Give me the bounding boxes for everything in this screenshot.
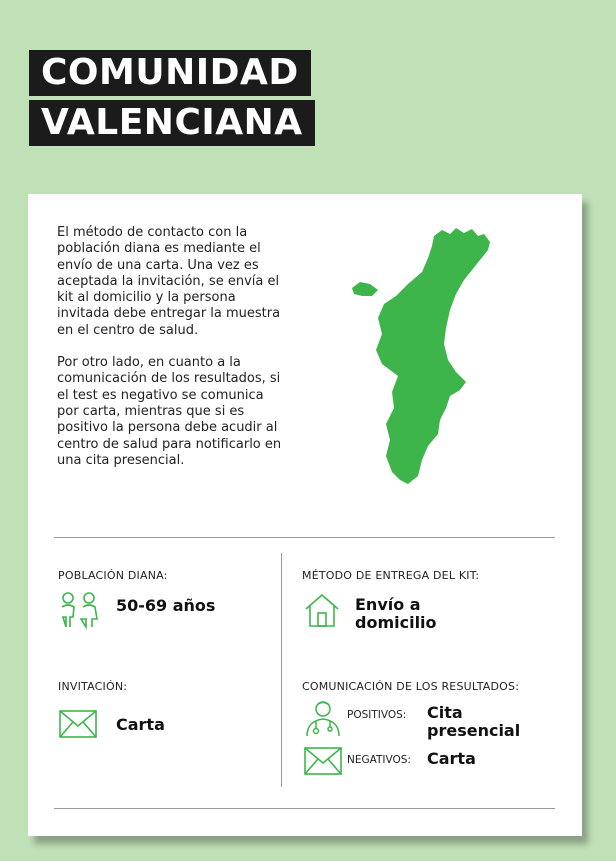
comunicacion-label: COMUNICACIÓN DE LOS RESULTADOS: <box>302 680 520 693</box>
envelope-icon <box>304 747 342 775</box>
house-icon <box>304 593 340 629</box>
negativos-label: NEGATIVOS: <box>347 754 411 766</box>
valencia-map-icon <box>346 224 496 486</box>
people-icon <box>58 591 100 629</box>
divider-bottom <box>54 808 555 809</box>
poblacion-label: POBLACIÓN DIANA: <box>58 569 168 582</box>
divider-top <box>54 537 555 538</box>
invitacion-value: Carta <box>116 715 165 734</box>
intro-paragraph-2: Por otro lado, en cuanto a la comunicación de los resultados, si el test es negativo se comunica por carta, mientras que si es positivo la persona debe acudir al centro de salud para notificarlo en una cita presencial. <box>57 355 282 468</box>
doctor-icon <box>304 699 342 737</box>
poblacion-value: 50-69 años <box>116 596 216 615</box>
positivos-label: POSITIVOS: <box>347 709 407 721</box>
divider-vertical <box>281 553 282 787</box>
positivos-value-line-1: Cita <box>427 703 463 722</box>
intro-paragraph-1: El método de contacto con la población diana es mediante el envío de una carta. Una vez es aceptada la invitación, se envía el kit al domicilio y la persona invitada debe entregar la muestra en el centro de salud. <box>57 225 281 338</box>
invitacion-label: INVITACIÓN: <box>58 680 128 693</box>
info-card <box>28 194 582 836</box>
negativos-value: Carta <box>427 749 476 768</box>
metodo-label: MÉTODO DE ENTREGA DEL KIT: <box>302 569 480 582</box>
envelope-icon <box>59 710 97 738</box>
metodo-value-line-2: domicilio <box>355 613 437 632</box>
positivos-value-line-2: presencial <box>427 721 521 740</box>
metodo-value-line-1: Envío a <box>355 595 421 614</box>
page-title-line-2: VALENCIANA <box>29 100 315 146</box>
intro-text <box>57 225 289 485</box>
page-title-line-1: COMUNIDAD <box>29 50 311 96</box>
